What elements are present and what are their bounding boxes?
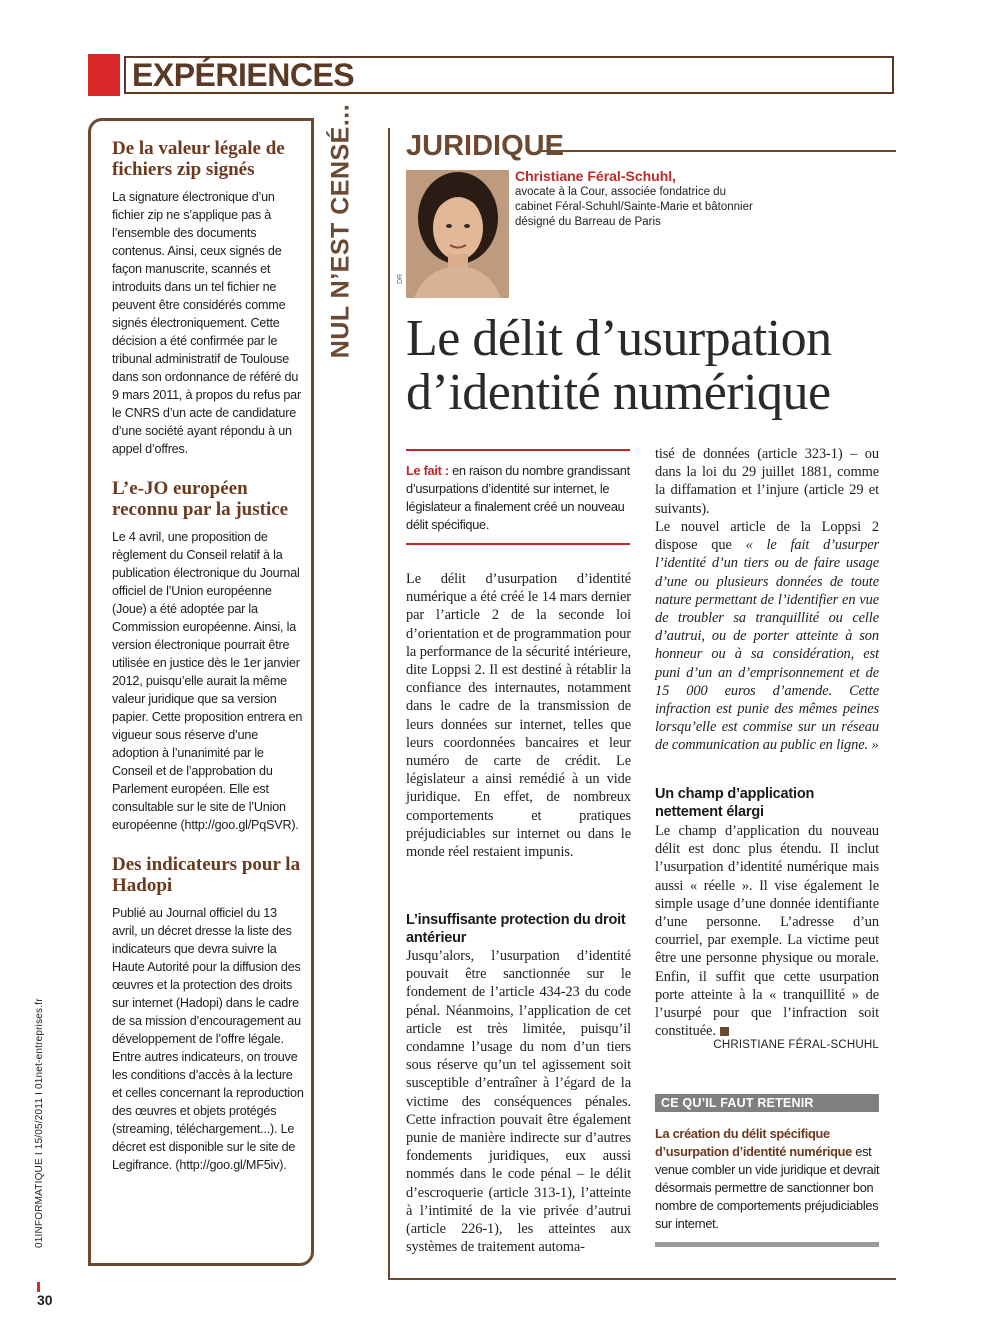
sidebar-item-text: La signature électronique d’un fichier zip ne s’applique pas à l’ensemble des documents contenus. Ainsi, ceux signés de façon manuscrite, scannés et introduits dans un tel fichier ne peuvent être considérés comme signés électroniquement. Cette décision a été confirmée par le tribunal administratif de Toulouse dans son ordonnance de référé du 9 mars 2011, à propos du refus par le CNRS d’un acte de candidature d’une société ayant répondu à un appel d’offres. [112, 190, 301, 456]
footer-marker [37, 1282, 40, 1292]
vertical-tag-label: NUL N’EST CENSÉ... [326, 103, 355, 359]
fait-rule-bottom [406, 543, 630, 545]
fait-rule-top [406, 449, 630, 451]
photo-credit: DR [397, 273, 404, 284]
fait-box [406, 462, 634, 534]
body-paragraph [655, 518, 879, 755]
sidebar-item-text: Le 4 avril, une proposition de règlement du Conseil relatif à la publication électronique du Journal officiel de l’Union européenne (Joue) a été adoptée par la Commission européenne. Ainsi, la version électronique pourrait être utilisée en justice dès le 1er janvier 2012, puisqu’elle aurait la même valeur juridique que sa version papier. Cette proposition entrera en vigueur sous réserve d’une adoption à l’unanimité par le Conseil et de l’approbation du Parlement européen. Elle est consultable sur le site de l’Union européenne (http://goo.gl/PqSVR). [112, 530, 303, 832]
article-rule [540, 150, 896, 152]
sidebar-item [112, 478, 304, 834]
fait-text: en raison du nombre grandissant d’usurpations d’identité sur internet, le législateur a finalement créé un nouveau délit spécifique. [406, 463, 630, 532]
sidebar-item [112, 138, 304, 458]
retenir-highlight: La création du délit spécifique d’usurpation d’identité numérique [655, 1126, 852, 1159]
quote-intro: Le nouvel article de la Loppsi 2 dispose que [655, 519, 879, 554]
sidebar-item-title: L’e-JO européen reconnu par la justice [112, 478, 289, 520]
article-signature: CHRISTIANE FÉRAL-SCHUHL [713, 1039, 879, 1051]
section-marker [88, 54, 120, 96]
fait-label: Le fait : [406, 463, 449, 478]
article-headline: Le délit d’usurpation d’identité numérique [406, 310, 832, 421]
sidebar-item-text: Publié au Journal officiel du 13 avril, un décret dresse la liste des indicateurs que devra suivre la Haute Autorité pour la diffusion des œuvres et la protection des droits sur internet (Hadopi) dans le cadre de sa mission d’encouragement au développement de l’offre légale. Entre autres indicateurs, on trouve les conditions d’accès à la lecture et celles concernant la reproduction des œuvres et objets protégés (streaming, téléchargement...). Le décret est disponible sur le site de Legifrance. (http://goo.gl/MF5iv). [112, 906, 304, 1172]
page-number: 30 [37, 1292, 53, 1308]
footer-publication: 01INFORMATIQUE I 15/05/2011 I 01net-entreprises.fr [34, 998, 45, 1248]
body-paragraph [655, 822, 879, 1040]
law-quote: « le fait d’usurper l’identité d’un tiers ou de faire usage d’une ou plusieurs données de toute nature permettant de l’identifier en vue de troubler sa tranquillité ou celle d’autrui, ou de porter atteinte à son honneur ou à sa considération, est puni d’un an d’emprisonnement et de 15 000 euros d’amende. Cette infraction est punie des mêmes peines lorsqu’elle est commise sur un réseau de communication au public en ligne. » [655, 537, 879, 754]
author-description: avocate à la Cour, associée fondatrice du cabinet Féral-Schuhl/Sainte-Marie et bâtonnier désigné du Barreau de Paris [515, 186, 753, 228]
body-paragraph: tisé de données (article 323-1) – ou dans la loi du 29 juillet 1881, comme la diffamation et l’injure (article 29 et suivants). [655, 446, 879, 517]
article-category: JURIDIQUE [406, 130, 564, 162]
retenir-title: CE QU’IL FAUT RETENIR [661, 1096, 814, 1110]
sidebar-item-title: Des indicateurs pour la Hadopi [112, 854, 301, 896]
retenir-text [655, 1125, 881, 1233]
section-title: EXPÉRIENCES [132, 57, 355, 93]
sidebar-item [112, 854, 304, 1174]
body-text: Le champ d’application du nouveau délit est donc plus étendu. Il inclut l’usurpation d’identité numérique mais aussi « réelle ». Il vise également le simple usage d’une donnée identifiante d’une personne. L’adresse d’un courriel, par exemple. La victime peut être une personne physique ou morale. Enfin, il suffit que cette usurpation porte atteinte à la « tranquillité » de l’usurpé pour que l’infraction soit constituée. [655, 823, 879, 1040]
sidebar [112, 138, 304, 1194]
author-photo [406, 170, 509, 298]
retenir-rule [655, 1242, 879, 1247]
body-paragraph: Le délit d’usurpation d’identité numérique a été créé le 14 mars dernier par l’article 2 de la seconde loi d’orientation et de programmation pour la performance de la sécurité intérieure, dite Loppsi 2. Il est destiné à rétablir la confiance des internautes, notamment dans le cadre de la transmission de leurs données sur internet, telles que leurs coordonnées bancaires et leur numéro de carte de crédit. Le législateur a ainsi remédié à un vide juridique. En effet, de nombreux comportements et pratiques préjudiciables sur internet ou dans le monde réel restaient impunis. [406, 571, 631, 861]
subheading: L’insuffisante protection du droit antérieur [406, 912, 626, 946]
end-mark-icon [720, 1027, 729, 1036]
author-name: Christiane Féral-Schuhl, [515, 168, 677, 184]
retenir-body: est venue combler un vide juridique et devrait désormais permettre de sanctionner bon nombre de comportements préjudiciables sur internet. [655, 1144, 880, 1231]
vertical-tag [306, 103, 376, 359]
subheading: Un champ d’application nettement élargi [655, 786, 815, 820]
sidebar-item-title: De la valeur légale de fichiers zip signés [112, 138, 285, 180]
body-paragraph: Jusqu’alors, l’usurpation d’identité pouvait être sanctionnée sur le fondement de l’article 434-23 du code pénal. Néanmoins, l’application de cet article est très limitée, puisqu’il condamne l’usage du nom d’un tiers sous réserve qu’un tel agissement soit susceptible d’entraîner à l’égard de la victime des conséquences pénales. Cette infraction pouvait être également punie de manière indirecte sur d’autres fondements juridiques, eux aussi nommés dans le code pénal – le délit d’escroquerie (article 313-1), l’atteinte à l’intimité de la vie privée d’autrui (article 226-1), les atteintes aux systèmes de traitement automa- [406, 948, 631, 1256]
